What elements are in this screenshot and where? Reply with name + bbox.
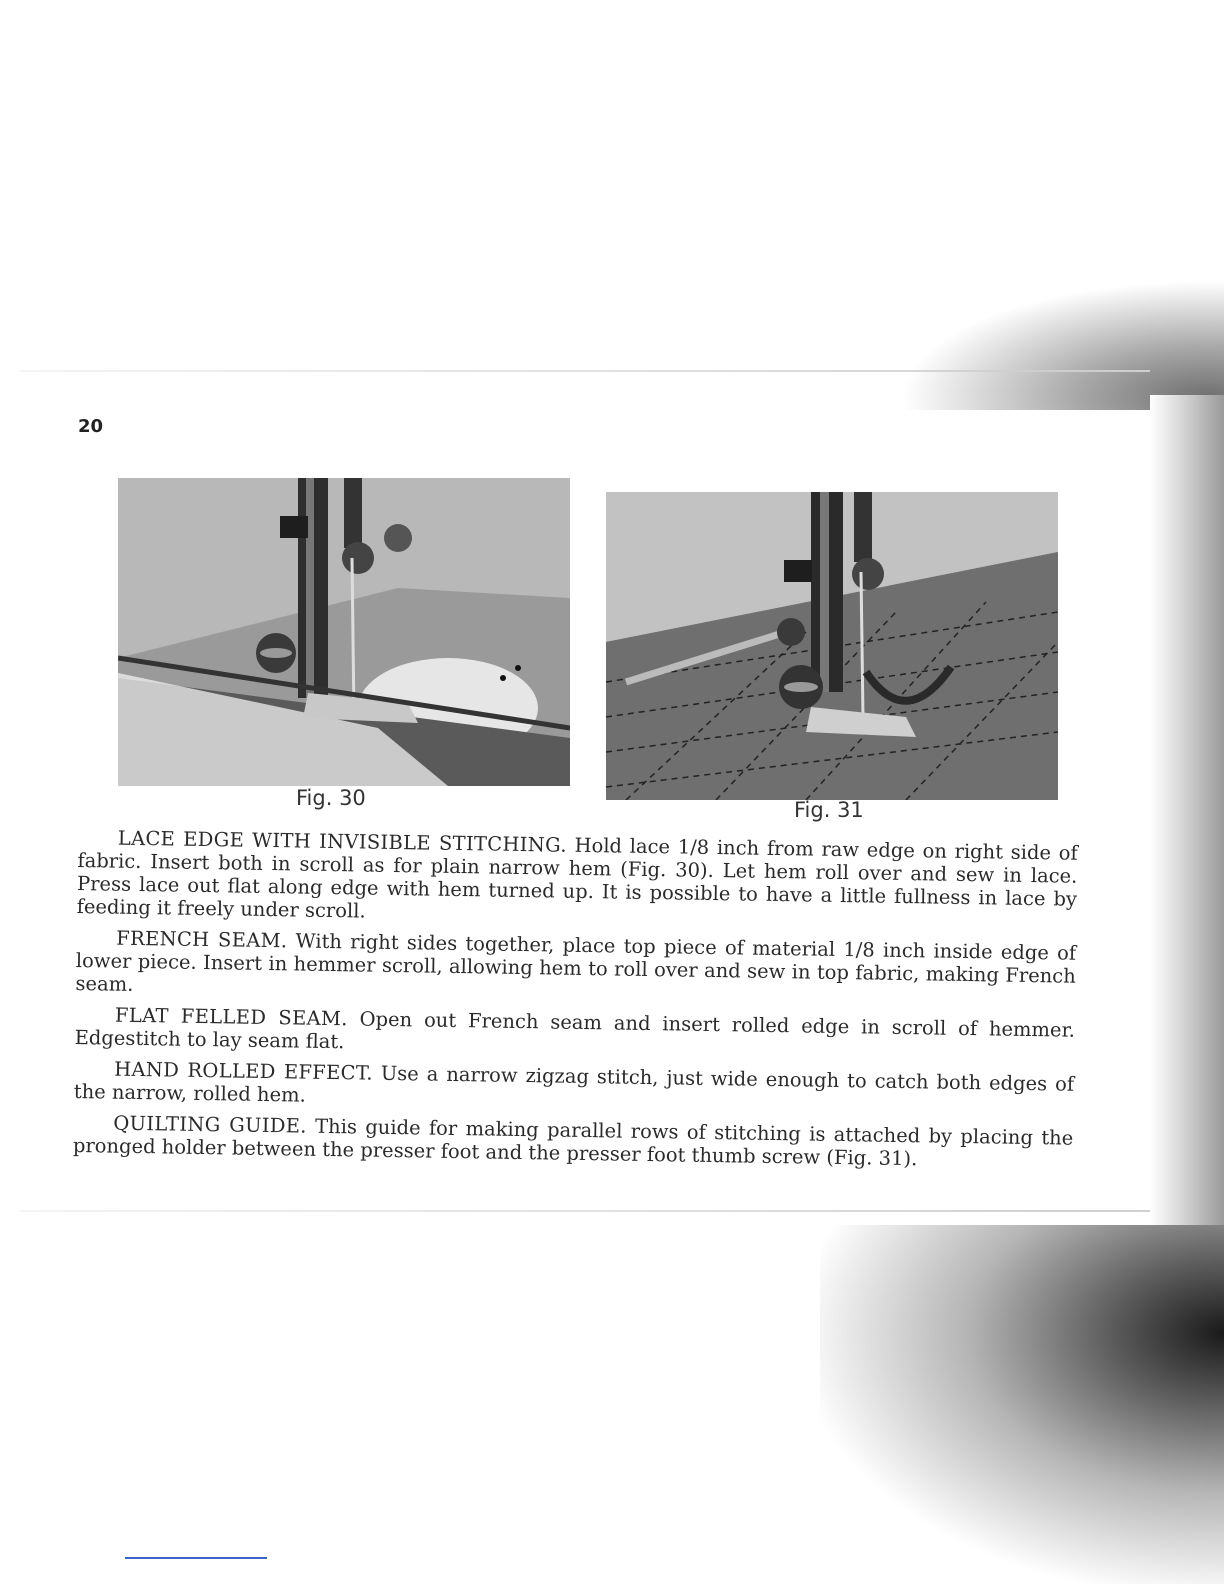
sewing-machine-quilting-guide-icon	[606, 492, 1058, 800]
page-bottom-edge	[20, 1210, 1150, 1212]
section-heading: FRENCH SEAM.	[116, 926, 288, 953]
section-hand-rolled-effect	[74, 1057, 1075, 1119]
page-top-edge	[20, 370, 1150, 372]
section-french-seam	[75, 926, 1076, 1011]
section-quilting-guide	[73, 1111, 1074, 1173]
scan-shadow-bottom	[820, 1225, 1224, 1584]
section-heading: QUILTING GUIDE.	[113, 1111, 307, 1138]
section-body: Use a narrow zigzag stitch, just wide enough to catch both edges of the narrow, rolled hem.	[73, 1061, 1075, 1107]
scan-shadow-top	[900, 280, 1224, 410]
section-heading: FLAT FELLED SEAM.	[114, 1003, 348, 1031]
sewing-machine-hemmer-foot-icon	[118, 478, 570, 786]
bottom-link-rule	[125, 1557, 267, 1559]
section-heading: LACE EDGE WITH INVISIBLE STITCHING.	[117, 826, 567, 857]
page-number: 20	[78, 416, 104, 437]
section-heading: HAND ROLLED EFFECT.	[114, 1057, 373, 1085]
figure-31-caption: Fig. 31	[794, 798, 864, 822]
section-lace-edge	[77, 826, 1078, 934]
section-body: This guide for making parallel rows of stitching is attached by placing the pronged holder between the presser foot and the presser foot thumb screw (Fig. 31).	[72, 1114, 1074, 1171]
section-flat-felled-seam	[74, 1003, 1075, 1065]
section-body: Open out French seam and insert rolled edge in scroll of hemmer. Edgestitch to lay seam flat.	[74, 1007, 1076, 1054]
figure-30-caption: Fig. 30	[296, 786, 366, 810]
section-body: Hold lace 1/8 inch from raw edge on right side of fabric. Insert both in scroll as for plain narrow hem (Fig. 30). Let hem roll over and sew in lace. Press lace out flat along edge with hem turned up. It is possible to have a little fullness in lace by feeding it freely under scroll.	[76, 833, 1078, 923]
scan-shadow-right	[1150, 395, 1224, 1235]
section-body: With right sides together, place top piece of material 1/8 inch inside edge of lower piece. Insert in hemmer scroll, allowing hem to roll over and sew in top fabric, making French seam.	[75, 929, 1077, 996]
figure-30-photo	[118, 478, 570, 786]
instructions-text	[73, 826, 1078, 1181]
figure-31-photo	[606, 492, 1058, 800]
